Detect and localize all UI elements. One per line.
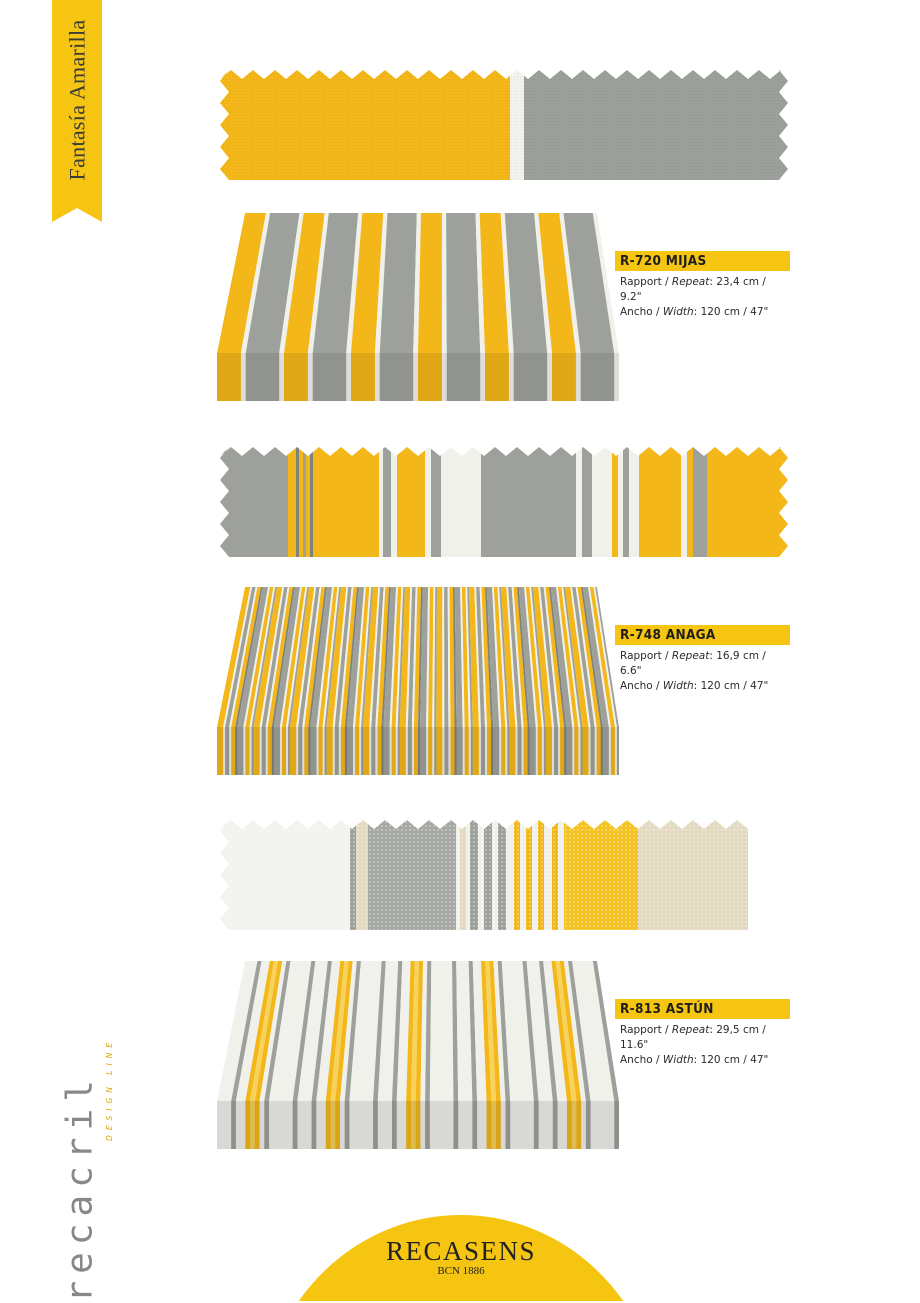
- product-label-mijas: [615, 251, 790, 320]
- company-sub: BCN 1886: [437, 1265, 485, 1277]
- width-label-en: Width: [662, 1054, 694, 1066]
- design-line-tagline: DESIGN LINE: [105, 1037, 115, 1142]
- company-name: RECASENS: [385, 1236, 537, 1266]
- product-specs: Rapport / Repeat: 23,4 cm / 9.2" Ancho / Width: 120 cm / 47": [620, 276, 769, 318]
- product-label-anaga: [615, 625, 790, 694]
- awning-render-anaga: [205, 582, 619, 782]
- recacril-wordmark: recacril: [59, 1073, 101, 1303]
- width-label: Ancho: [620, 306, 653, 318]
- recasens-logo: [280, 1236, 642, 1277]
- awning-render-astun: [205, 956, 619, 1156]
- product-name: R-720 MIJAS: [615, 251, 790, 271]
- product-name: R-813 ASTÚN: [615, 999, 790, 1019]
- repeat-label-en: Repeat: [671, 650, 710, 662]
- repeat-label: Rapport: [620, 650, 662, 662]
- width-value: 120 cm / 47": [700, 1054, 769, 1066]
- repeat-label-en: Repeat: [671, 1024, 710, 1036]
- collection-title-wrap: [52, 0, 102, 200]
- product-specs: Rapport / Repeat: 29,5 cm / 11.6" Ancho / Width: 120 cm / 47": [620, 1024, 769, 1066]
- repeat-label-en: Repeat: [671, 276, 710, 288]
- repeat-label: Rapport: [620, 276, 662, 288]
- width-value: 120 cm / 47": [700, 306, 769, 318]
- collection-tab-notch: [52, 208, 102, 222]
- repeat-value: 29,5 cm / 11.6": [620, 1024, 766, 1051]
- width-label-en: Width: [662, 306, 694, 318]
- fabric-swatch-anaga: [220, 447, 788, 557]
- repeat-value: 23,4 cm / 9.2": [620, 276, 766, 303]
- repeat-label: Rapport: [620, 1024, 662, 1036]
- width-label: Ancho: [620, 1054, 653, 1066]
- width-value: 120 cm / 47": [700, 680, 769, 692]
- product-specs: Rapport / Repeat: 16,9 cm / 6.6" Ancho / Width: 120 cm / 47": [620, 650, 769, 692]
- fabric-swatch-mijas: [220, 70, 788, 180]
- product-name: R-748 ANAGA: [615, 625, 790, 645]
- fabric-swatch-astun: [220, 820, 788, 930]
- width-label-en: Width: [662, 680, 694, 692]
- repeat-value: 16,9 cm / 6.6": [620, 650, 766, 677]
- product-label-astun: [615, 999, 790, 1068]
- width-label: Ancho: [620, 680, 653, 692]
- awning-render-mijas: [205, 208, 619, 408]
- recacril-logo: [38, 1030, 115, 1303]
- collection-title: Fantasía Amarilla: [64, 19, 89, 181]
